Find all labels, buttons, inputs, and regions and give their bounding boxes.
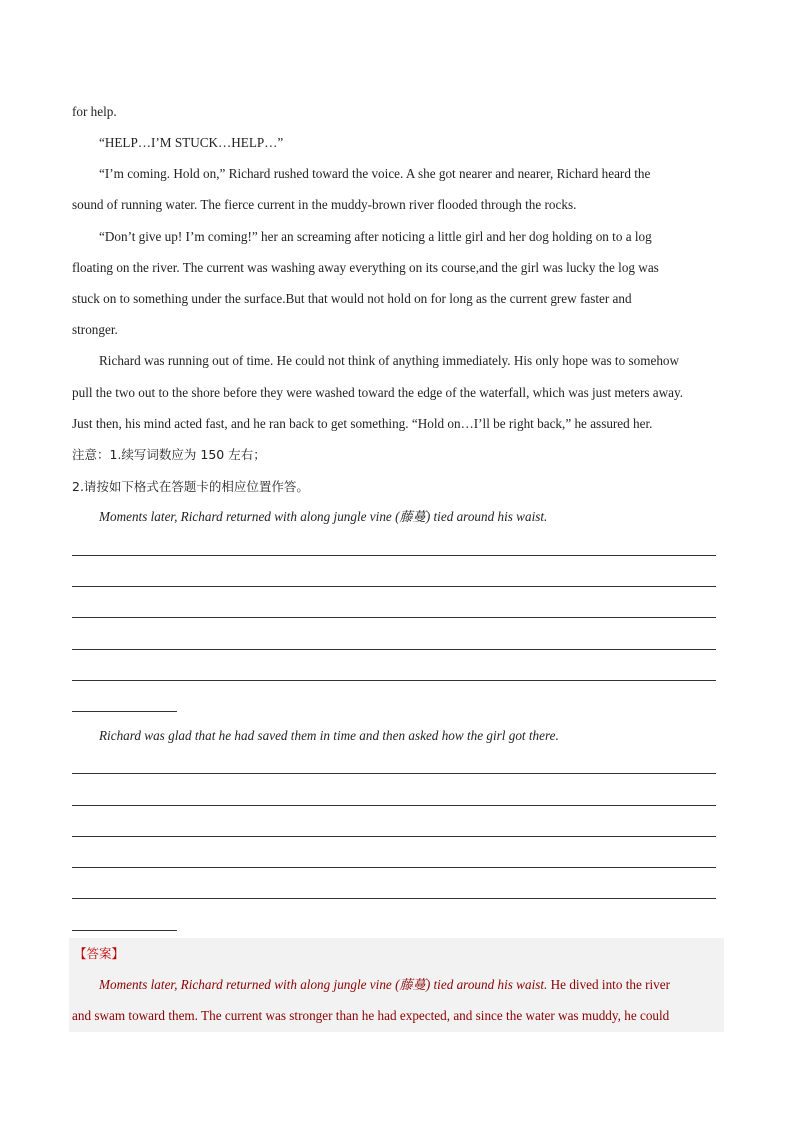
writing-line [72, 617, 716, 618]
answer-line: and swam toward them. The current was stronger than he had expected, and since the water was muddy, he could [72, 1008, 670, 1023]
story-line: stronger. [72, 322, 118, 337]
story-line: Richard was running out of time. He could not think of anything immediately. His only hope was to somehow [99, 353, 680, 368]
answer-box [69, 938, 724, 1032]
writing-line [72, 555, 716, 556]
story-line: “Don’t give up! I’m coming!” her an screaming after noticing a little girl and her dog holding on to a log [99, 229, 652, 244]
story-line: floating on the river. The current was washing away everything on its course,and the girl was lucky the log was [72, 260, 659, 275]
writing-line [72, 805, 716, 806]
answer-italic-start: Moments later, Richard returned with along jungle vine (藤蔓) tied around his waist. [99, 977, 548, 992]
story-line: pull the two out to the shore before they were washed toward the edge of the waterfall, which was just meters away. [72, 385, 684, 400]
writing-line [72, 836, 716, 837]
writing-line [72, 898, 716, 899]
story-line: “HELP…I’M STUCK…HELP…” [99, 135, 284, 150]
story-line: for help. [72, 104, 117, 119]
writing-line-short [72, 711, 177, 712]
story-line: stuck on to something under the surface.But that would not hold on for long as the current grew faster and [72, 291, 632, 306]
note-word-count: 注意：1.续写词数应为 150 左右； [72, 447, 266, 462]
writing-line-short [72, 930, 177, 931]
writing-line [72, 649, 716, 650]
writing-line [72, 680, 716, 681]
prompt-paragraph-1: Moments later, Richard returned with along jungle vine (藤蔓) tied around his waist. [99, 509, 548, 524]
answer-line [99, 977, 670, 993]
writing-line [72, 586, 716, 587]
story-line: “I’m coming. Hold on,” Richard rushed toward the voice. A she got nearer and nearer, Richard heard the [99, 166, 651, 181]
note-format: 2.请按如下格式在答题卡的相应位置作答。 [72, 479, 309, 494]
story-line: sound of running water. The fierce current in the muddy-brown river flooded through the rocks. [72, 197, 577, 212]
writing-line [72, 773, 716, 774]
story-line: Just then, his mind acted fast, and he ran back to get something. “Hold on…I’ll be right back,” he assured her. [72, 416, 653, 431]
writing-line [72, 867, 716, 868]
prompt-paragraph-2: Richard was glad that he had saved them in time and then asked how the girl got there. [99, 728, 559, 743]
answer-label: 【答案】 [74, 946, 125, 961]
answer-continuation: He dived into the river [547, 977, 671, 992]
